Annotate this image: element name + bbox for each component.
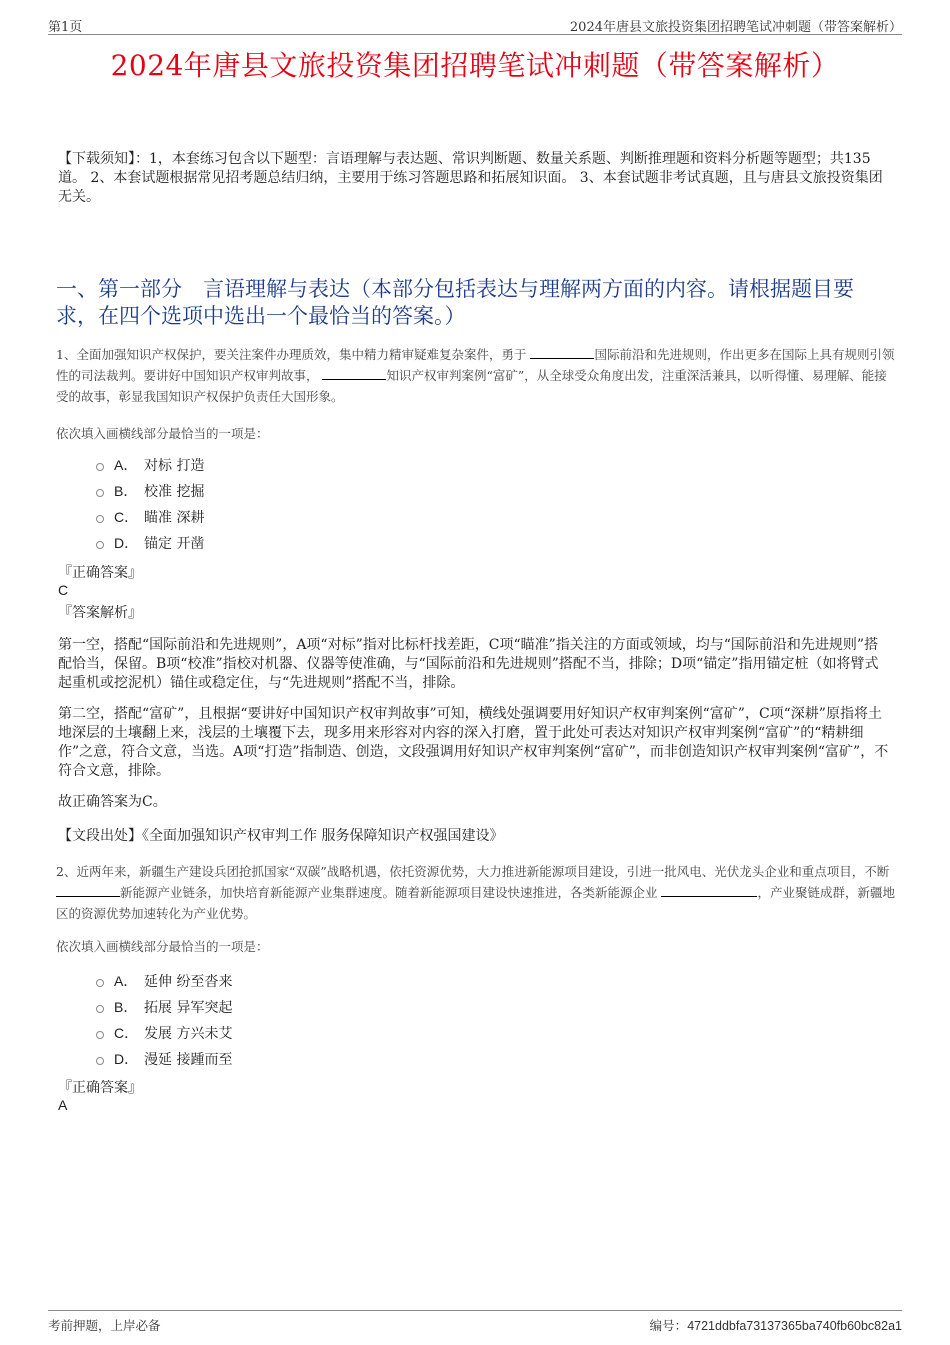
question-1-analysis-1: 第一空，搭配“国际前沿和先进规则”，A项“对标”指对比标杆找差距，C项“瞄准”指关注的方面或领域，均与“国际前沿和先进规则”搭配恰当，保留。B项“校准”指校对机器、仪器等使准确，与“国际前沿和先进规则”搭配不当，排除；D项“锚定”指用锚定桩（如将臂式起重机或挖泥机）锚住或稳定住，与“先进规则”搭配不当，排除。 — [58, 637, 879, 691]
question-1-text-a: 1、全面加强知识产权保护，要关注案件办理质效，集中精力精审疑难复杂案件，勇于 — [56, 347, 531, 362]
page-number: 第1页 — [48, 20, 83, 35]
blank-2 — [661, 883, 757, 897]
radio-icon[interactable] — [96, 515, 104, 523]
footer-code — [650, 1316, 902, 1334]
radio-icon[interactable] — [96, 979, 104, 987]
option-b[interactable]: B． 校准 挖掘 — [96, 478, 204, 504]
document-title: 2024年唐县文旅投资集团招聘笔试冲刺题（带答案解析） — [110, 49, 840, 82]
footer-slogan: 考前押题，上岸必备 — [48, 1318, 161, 1333]
header-doc-name: 2024年唐县文旅投资集团招聘笔试冲刺题（带答案解析） — [569, 20, 902, 35]
question-1-prompt: 依次填入画横线部分最恰当的一项是： — [56, 426, 269, 441]
question-2-answer-label: 『正确答案』 — [58, 1080, 142, 1096]
radio-icon[interactable] — [96, 489, 104, 497]
question-1-analysis-2: 第二空，搭配“富矿”，且根据“要讲好中国知识产权审判故事”可知，横线处强调要用好知识产权审判案例“富矿”，C项“深耕”原指将土地深层的土壤翻上来，浅层的土壤覆下去，现多用来形容对内容的深入打磨，置于此处可表达对知识产权审判案例“富矿”的“精耕细作”之意，符合文意，当选。A项“打造”指制造、创造，文段强调用好知识产权审判案例“富矿”，而非创造知识产权审判案例“富矿”，不符合文意，排除。 — [58, 706, 889, 779]
question-2-text-b: 新能源产业链条，加快培育新能源产业集群速度。随着新能源项目建设快速推进，各类新能源企业 — [120, 885, 662, 900]
question-2-prompt: 依次填入画横线部分最恰当的一项是： — [56, 939, 269, 954]
question-2-text-a: 2、近两年来，新疆生产建设兵团抢抓国家“双碳”战略机遇，依托资源优势，大力推进新能源项目建设，引进一批风电、光伏龙头企业和重点项目，不断 — [56, 864, 890, 879]
page-footer — [48, 1310, 902, 1337]
radio-icon[interactable] — [96, 463, 104, 471]
radio-icon[interactable] — [96, 1057, 104, 1065]
footer-code-label: 编号： — [649, 1318, 688, 1333]
question-2-text — [56, 861, 895, 924]
question-1-conclusion: 故正确答案为C。 — [58, 794, 167, 810]
option-d[interactable]: D． 漫延 接踵而至 — [96, 1046, 232, 1072]
option-d[interactable]: D． 锚定 开凿 — [96, 530, 204, 556]
download-notice: 【下载须知】：1，本套练习包含以下题型：言语理解与表达题、常识判断题、数量关系题、判断推理题和资料分析题等题型；共135道。 2、本套试题根据常见招考题总结归纳，主要用于练习答题思路和拓展知识面。 3、本套试题非考试真题，且与唐县文旅投资集团无关。 — [58, 151, 883, 205]
option-a[interactable]: A． 对标 打造 — [96, 452, 204, 478]
radio-icon[interactable] — [96, 541, 104, 549]
question-1-options — [96, 452, 204, 556]
option-a[interactable]: A． 延伸 纷至沓来 — [96, 968, 232, 994]
question-2-text-c: ，产业聚链成群，新疆地区的资源优势加速转化为产业优势。 — [56, 885, 895, 921]
blank-1 — [530, 345, 594, 359]
option-c[interactable]: C． 发展 方兴未艾 — [96, 1020, 232, 1046]
question-1-text — [56, 344, 895, 407]
blank-1 — [56, 883, 120, 897]
radio-icon[interactable] — [96, 1005, 104, 1013]
footer-code-value: 4721ddbfa73137365ba740fb60bc82a1 — [687, 1319, 902, 1333]
option-c[interactable]: C． 瞄准 深耕 — [96, 504, 204, 530]
question-1-source: 【文段出处】《全面加强知识产权审判工作 服务保障知识产权强国建设》 — [58, 828, 504, 844]
question-1-answer-label: 『正确答案』 — [58, 565, 142, 581]
question-2-answer: A — [58, 1097, 68, 1113]
blank-2 — [322, 366, 386, 380]
radio-icon[interactable] — [96, 1031, 104, 1039]
question-1-analysis-label: 『答案解析』 — [58, 605, 142, 621]
question-1-text-b: 国际前沿和先进规则，作出更多在国际上具有规则引领性的司法裁判。要讲好中国知识产权审判故事， — [56, 347, 895, 383]
question-2-options — [96, 968, 232, 1072]
option-b[interactable]: B． 拓展 异军突起 — [96, 994, 232, 1020]
question-1-text-c: 知识产权审判案例“富矿”，从全球受众角度出发，注重深活兼具，以听得懂、易理解、能接受的故事，彰显我国知识产权保护负责任大国形象。 — [56, 368, 887, 404]
page-header — [48, 14, 902, 35]
question-1-answer: C — [58, 582, 69, 598]
section-heading: 一、第一部分 言语理解与表达（本部分包括表达与理解两方面的内容。请根据题目要求，在四个选项中选出一个最恰当的答案。） — [56, 277, 854, 328]
